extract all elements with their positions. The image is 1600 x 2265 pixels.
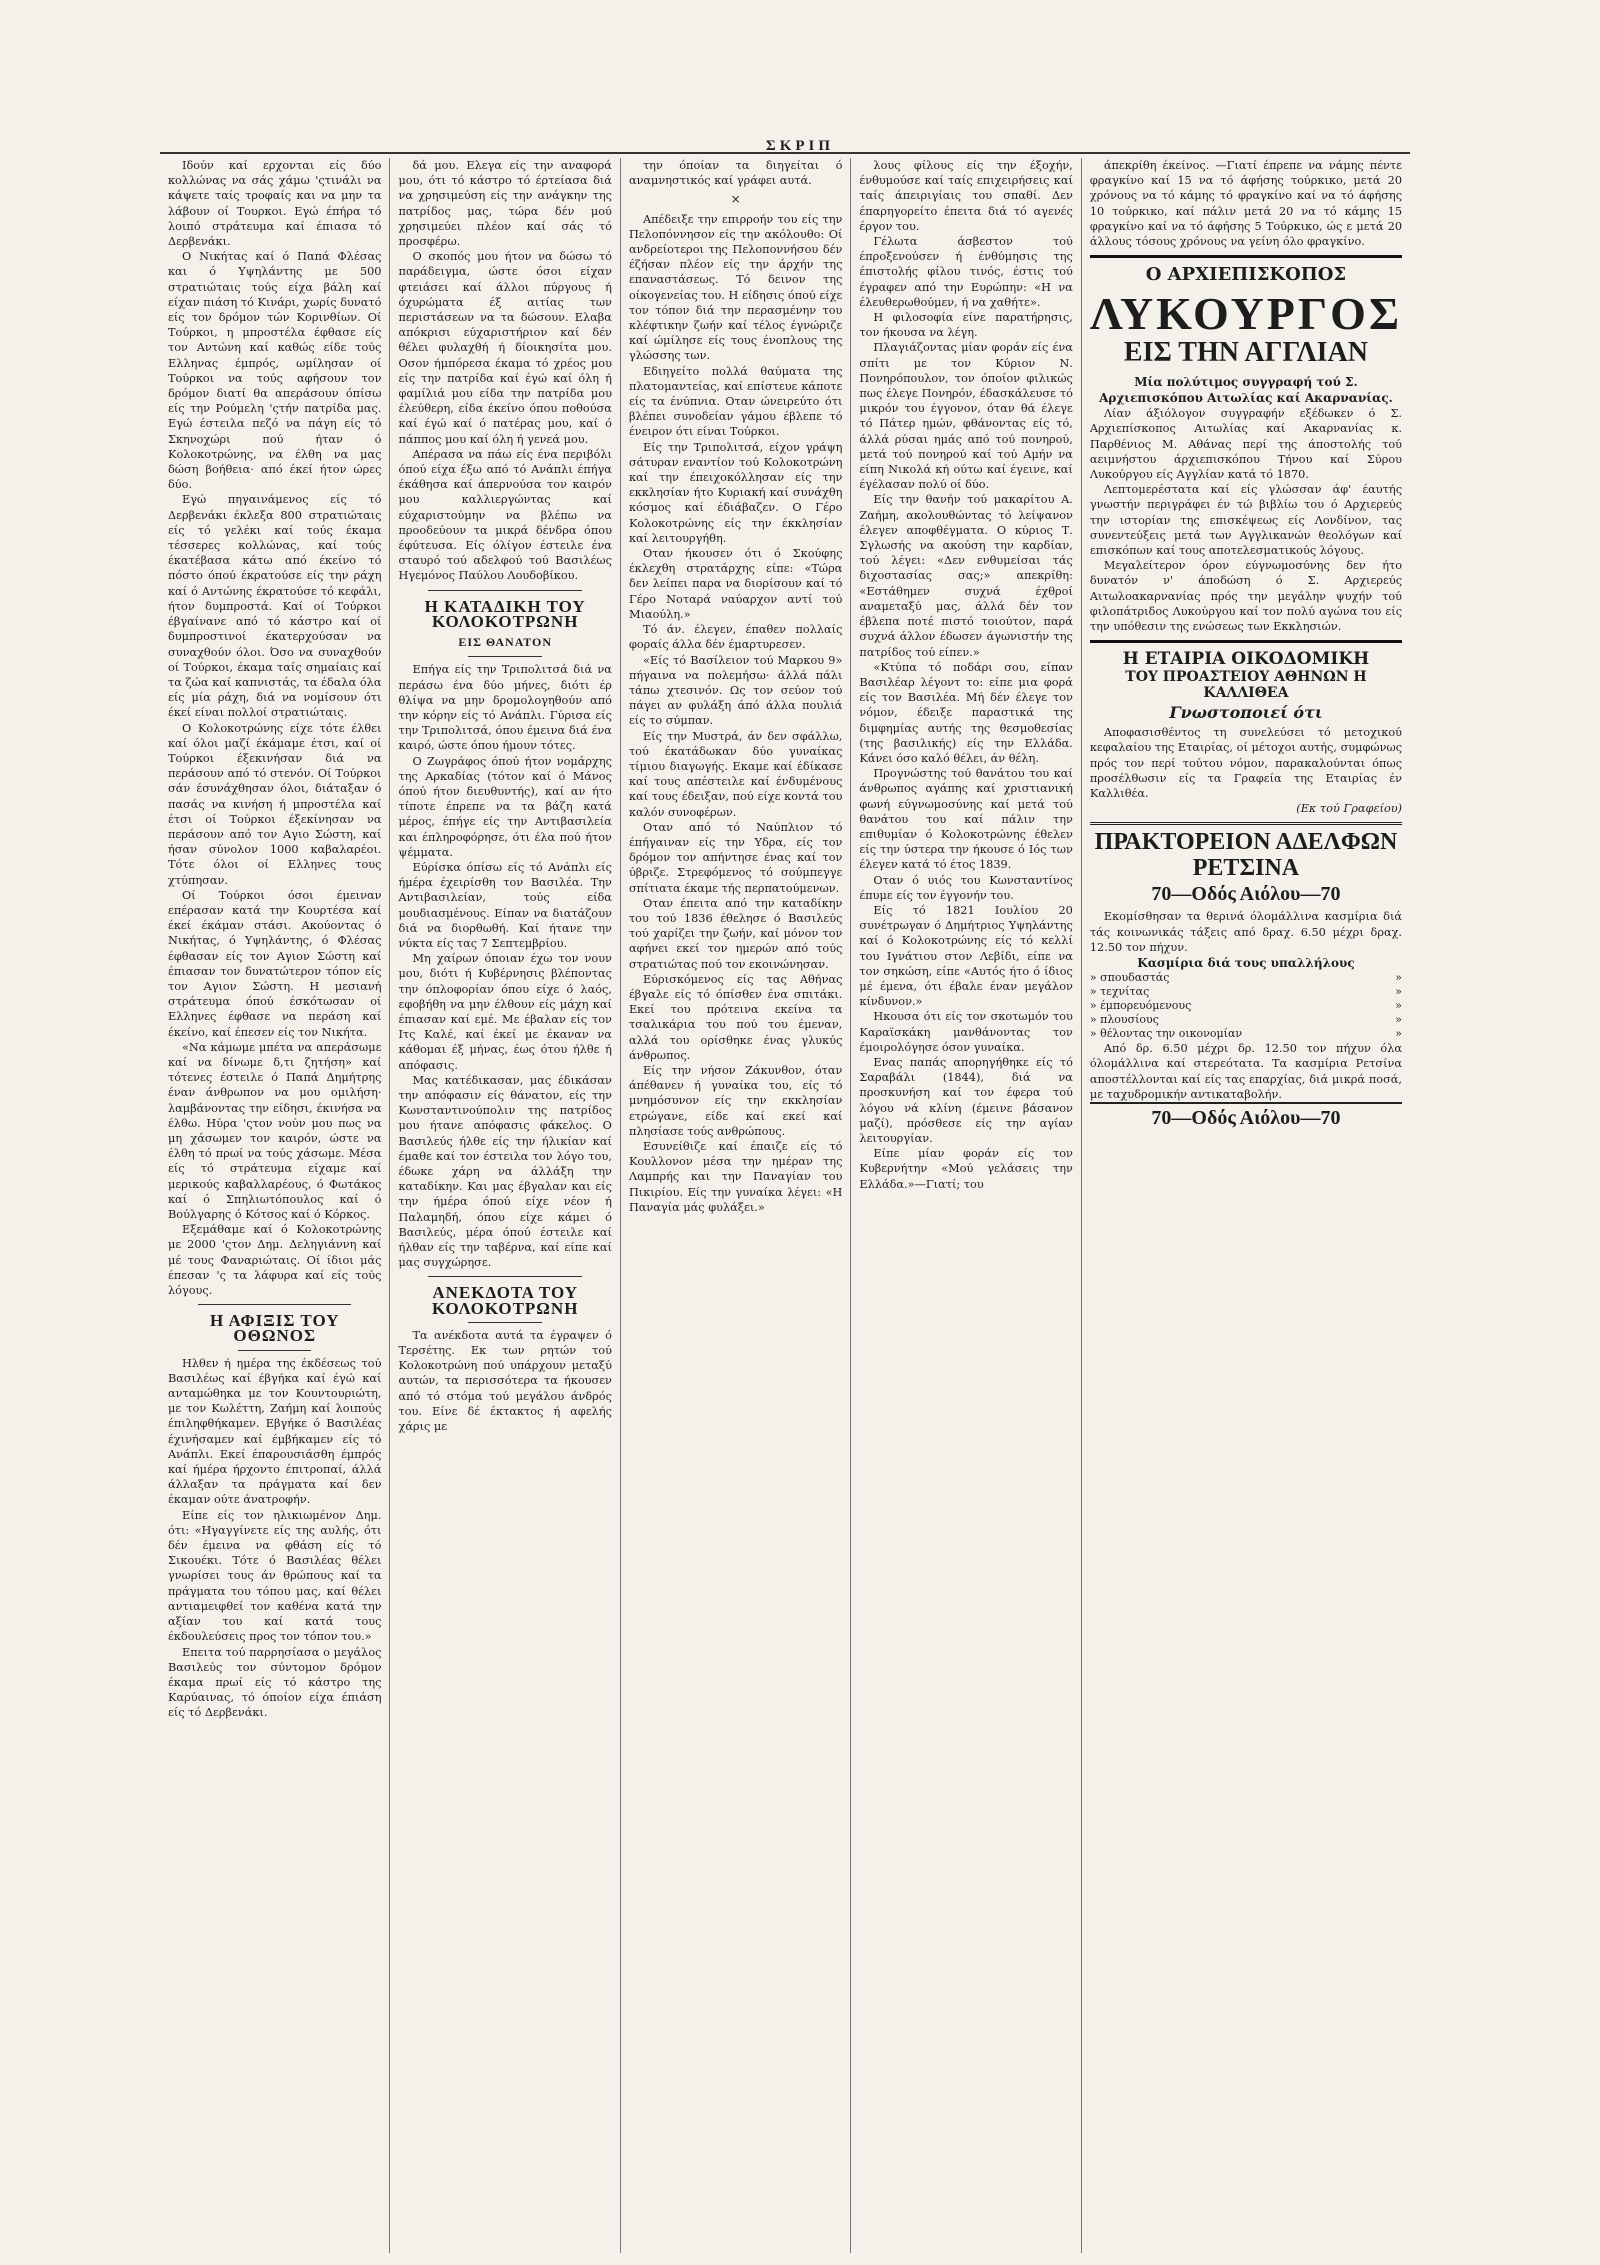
list-item <box>1090 1013 1402 1027</box>
list-item-value: » <box>1395 1013 1403 1027</box>
paragraph: Μη χαίρων όποιαν έχω τον νουν μου, διότι ή Κυβέρνησις βλέποντας την όπλοφορίαν όπου είχε ό λαός, εφοβήθη να μην έλθουν είς μάχη καί έπιασαν καί εμέ. Με έβαλαν είς τον Ιτς Καλέ, καί έκεί με έκαναν να κάθομαι έξ μήνας, έως ότου ήλθε ή απόφασις. <box>398 952 612 1072</box>
article-headline: Η ΑΦΙΞΙΣ ΤΟΥ ΟΘΩΝΟΣ <box>209 1311 340 1346</box>
paragraph: Είς την νήσον Ζάκυνθον, όταν άπέθανεν ή γυναίκα του, είς τό μνημόσυνον είς την εκκλησίαν ετρώγανε, είδε καί εκεί καί πλησίασε τούς ανθρώπους. <box>628 1063 843 1138</box>
paragraph: «Κτύπα τό ποδάρι σου, είπαν Βασιλέαρ λέγοντ το: είπε μια φορά είς τον Βασιλέα. Μή δέν έλεγε τον νόμον, έδειξε παραστικά της διμφημίας αυτής της θεσμοθεσίας (της βασιλικής) είς την Ελλάδα. Κάνει όσο καλό θέλει, άν θέλη. <box>859 660 1073 765</box>
paragraph: Λίαν άξιόλογον συγγραφήν εξέδωκεν ό Σ. Αρχιεπίσκοπος Αιτωλίας καί Ακαρνανίας κ. Παρθένιος Μ. Αθάνας περί της άποστολής τού αειμνήστου άρχιεπισκόπου Τήνου καί Σύρου Λυκούργου είς Αγγλίαν κατά τό 1870. <box>1089 407 1403 482</box>
list-item <box>1090 971 1402 985</box>
paragraph: Ο Ζωγράφος όπού ήτον νομάρχης της Αρκαδίας (τότον καί ό Μάνος όπού ήτον διευθυντής), καί αν ήτο τίποτε έπρεπε να τα βάζη κατά μέρος, έπήγε είς την Αντιβασιλεία και έπληροφόρησε, ότι έλα πού ήτον ψέμματα. <box>398 754 612 859</box>
paragraph: Λεπτομερέστατα καί είς γλώσσαν άφ' έαυτής γνωστήν περιγράφει έν τώ βιβλίω του ό Αρχιερεύς την ιστορίαν της επισκέψεως είς Λονδίνον, τας συνεντεύξεις μετά των Αγγλικανών θεολόγων καί επισκόπων καί τους αποτελεσματικούς λόγους. <box>1089 483 1403 558</box>
section-divider <box>428 1276 581 1277</box>
paragraph: Απέρασα να πάω είς ένα περιβόλι όπού είχα έξω από τό Ανάπλι έπήγα έκάθησα καί άπερνούσα τον καιρόν μου καλλιεργώντας καί εύχαριστούμην να βλέπω να προοδεύουν τα μικρά δένδρα όπου έφύτευσα. Είς όλίγον έστειλε ένα σταυρό τού αδελφού τού Βασιλέως Ηγεμόνος Παύλου Λουδοβίκου. <box>398 447 612 583</box>
paragraph: Τό άν. έλεγεν, έπαθεν πολλαίς φοραίς άλλα δέν έμαρτυρεσεν. <box>628 623 843 652</box>
paragraph: Επειτα τού παρρησίασα ο μεγάλος Βασιλεύς τον σύντομον δρόμον έκαμα πρωί είς τό κάστρο της Καρύαινας, τό όποίον είχα έπιάση είς τό Δερβενάκι. <box>168 1645 382 1720</box>
paragraph: Εύρισκόμενος είς τας Αθήνας έβγαλε είς τό όπίσθεν ένα σπιτάκι. Εκεί του πρότεινα εκείνα τα τσαλικάρια του πού του έμεναν, αλλά του ορίσθηκε ένας γλυκύς άνθρωπος. <box>628 972 843 1062</box>
paragraph: Πλαγιάζοντας μίαν φοράν είς ένα σπίτι με τον Κύριον Ν. Πονηρόπουλον, τον όποίον φιλικώς πως έλεγε Πονηρόν, έδασκάλευσε τό μικρόν του έγγονον, όταν θά έλεγε τό Πάτερ ημών, φθάνοντας είς τό, άλλά ρύσαι ημάς από τού πονηρού, μετά τού πονηρού καί τού Αμήν να είπη Νικολά κή ούτω καί έγεινε, καί έγέλασαν πολύ οί δύο. <box>859 341 1073 492</box>
section-divider <box>428 590 581 591</box>
paragraph: «Είς τό Βασίλειον τού Μαρκου 9» πήγαινα να πολεμήσω· άλλά πάλι τάπω χτεσινόν. Ως τον σεύον τού πάγει αν φυλάξη άπό άλλα πουλιά είς το σύμπαν. <box>628 653 843 728</box>
list-item-label: » πλουσίους <box>1089 1013 1159 1027</box>
paragraph: Εδιηγείτο πολλά θαύματα της πλατομαντείας, καί επίστευε κάποτε είς τα ένύπνια. Οταν ώνειρεύτο ότι βλέπει συνοδείαν γάμου έβλεπε τό ένειρον ότι είναι Τούρκοι. <box>628 364 843 439</box>
notice-lead: Γνωστοποιεί ότι <box>1169 703 1323 723</box>
list-item-value: » <box>1395 1027 1403 1041</box>
column-4 <box>851 158 1081 2253</box>
article-headline: Η ΚΑΤΑΔΙΚΗ ΤΟΥ ΚΟΛΟΚΟΤΡΩΝΗ <box>424 596 586 631</box>
masthead-title: ΣΚΡΙΠ <box>765 138 835 154</box>
paragraph: Προγνώστης τού θανάτου του καί άνθρωπος αγάπης καί χριστιανική φωνή εύγνωμοσύνης καί μετά τού θανάτου του καί πάλιν την επιθυμίαν ό Κολοκοτρώνης έθελεν είς την ύστερα την ήκουσε ό Ιός των έλεγεν κατά τό έτος 1839. <box>859 767 1073 872</box>
paragraph: Ενας παπάς απορηγήθηκε είς τό Σαραβάλι (1844), διά να προσκυνήση καί τον έφερα τού λόγου νά κλίνη (έμεινε βάσανον μαζί), πρόσθεσε είς την αγίαν λειτουργίαν. <box>859 1055 1073 1145</box>
column-2 <box>390 158 620 2253</box>
paragraph: Οταν ό υιός του Κωνσταντίνος έπυμε είς τον έγγονήν του. <box>859 873 1073 902</box>
paragraph: Ηλθεν ή ημέρα της έκδέσεως τού Βασιλέως καί έβγήκα καί έγώ καί ανταμώθηκα με τον Κουντουριώτη, με τον Κωλέττη, Ζαήμη καί λοιπούς έπιληφθήκαμεν. Εβγήκε ό Βασιλέας έχινήσαμεν καί έμβήκαμεν είς τό Ανάπλι. Εκεί έπαρουσιάσθη έμπρός καί ήμέρα ήρχοντο έπιτροπαί, άλλά άλλαξαν τα πράγματα καί δεν έκαμαν ούτε άνατροφήν. <box>168 1356 382 1507</box>
paragraph: Εκομίσθησαν τα θερινά όλομάλλινα κασμίρια διά τάς κοινωνικάς τάξεις από δραχ. 6.50 μέχρι δραχ. 12.50 τον πήχυν. <box>1089 910 1403 954</box>
column-5 <box>1082 158 1410 2253</box>
paragraph: Οταν ήκουσεν ότι ό Σκούφης έκλεχθη στρατάρχης είπε: «Τώρα δεν λείπει παρα να διορίσουν καί τό Γέρο Νοταρά ναύαρχον αντί τού Μιαούλη.» <box>628 547 843 621</box>
advert-footer-address: 70—Οδός Αιόλου—70 <box>1090 1102 1402 1129</box>
column-1 <box>160 158 390 2253</box>
notice-signature: (Εκ τού Γραφείου) <box>1296 802 1403 816</box>
section-divider <box>1090 255 1402 258</box>
paragraph: Μεγαλείτερον όρον εύγνωμοσύνης δεν ήτο δυνατόν ν' άποδώση ό Σ. Αρχιερεύς Αιτωλοακαρνανίας πρός την μεγάλην ψυχήν τού φιλοπάτριδος Λυκούργου καί τον πολύ αγώνα του είς την υπόθεσιν της ενώσεως των Εκκλησιών. <box>1089 559 1403 634</box>
paragraph: Μας κατέδικασαν, μας έδικάσαν την απόφασιν είς θάνατον, είς την Κωνσταντινούπολιν της πατρίδος μου ήτανε απόφασις φάκελος. Ο Βασιλεύς ήλθε είς την ήλικίαν καί έμαθε καί τον έστειλα τον λόγο του, έδωκε χάρη να άλλάξη την καταδίκην. Και μας έβγαλαν και είς την ήμέρα όπού είχε νέον ή Παλαμηδή, όπου είχε κάμει ό Βασιλεύς, μέρα όπού έστειλε καί ήλθαν είς την ταβέρνα, καί είπε καί μας συγχώρησε. <box>398 1073 612 1270</box>
paragraph: Εσυνείθιζε καί έπαιζε είς τό Κουλλονον μέσα την ημέραν της Λαμπρής και την Παναγίαν του Πικιρίου. Είς την γυναίκα λέγει: «Η Παναγία μάς φυλάξει.» <box>628 1140 843 1214</box>
paragraph: Απέδειξε την επιρροήν του είς την Πελοπόννησον είς την ακόλουθο: Οί ανδρείοτεροι της Πελοποννήσου δέν έζήσαν πλέον είς την άρχήν της επαναστάσεως. Τό δεινον της οίκογενείας του. Η είδησις όπού είχε τον τόπον διά την περασμένην του κλέφτικην ζωήν καί τέλος έγνώριζε καί ώμίλησε είς τους ένοπλους της γλώσσης των. <box>628 212 843 363</box>
paragraph: Αποφασισθέντος τη συνελεύσει τό μετοχικού κεφαλαίου της Εταιρίας, οί μέτοχοι αυτής, συμφώνως πρός τον περί τούτου νόμον, παρακαλούνται όπως προσέλθωσιν είς τα Γραφεία της Εταιρίας έν Καλλιθέα. <box>1089 726 1403 801</box>
paragraph: δά μου. Ελεγα είς την αναφορά μου, ότι τό κάστρο τό έρτείασα διά να χρησιμεύση είς την ανάγκην της πατρίδος μας, τώρα δέν μού χρησιμεύει πλέον καί σάς τό προσφέρω. <box>398 159 612 249</box>
advert-address: 70—Οδός Αιόλου—70 <box>1151 883 1341 906</box>
paragraph: την όποίαν τα διηγείται ό αναμνηστικός καί γράφει αυτά. <box>628 159 843 188</box>
list-item-value: » <box>1395 971 1403 985</box>
paragraph: Εύρίσκα όπίσω είς τό Ανάπλι είς ήμέρα έχειρίσθη τον Βασιλέα. Την Αντιβασιλείαν, τούς είδα μουδιασμένους. Είπαν να διατάζουν διά να διορθωθή. Καί ήτανε την νύκτα είς τας 7 Σεπτεμβρίου. <box>398 860 612 950</box>
section-divider <box>198 1304 351 1305</box>
feature-caption: Μία πολύτιμος συγγραφή τού Σ. Αρχιεπισκόπου Αιτωλίας καί Ακαρνανίας. <box>1099 375 1393 406</box>
article-subheadline: ΕΙΣ ΘΑΝΑΤΟΝ <box>458 635 552 650</box>
list-item-label: » έμπορευόμενους <box>1089 999 1192 1013</box>
list-item-value: » <box>1395 999 1403 1013</box>
column-3 <box>621 158 851 2253</box>
paragraph: Ηκουσα ότι είς τον σκοτωμόν του Καραϊσκάκη μανθάνοντας τον έμοιρολόγησε όσον γυναίκα. <box>859 1010 1073 1054</box>
paragraph: Οί Τούρκοι όσοι έμειναν επέρασαν κατά την Κουρτέσα καί έκεί έκάμαν στάσι. Ακούοντας ό Νικήτας, ό Υψηλάντης, ό Φλέσας έφθασαν είς τον Αγιον Σώστη καί έπιασαν τον δυνατώτερον τόπον είς τον Αγιον Σώστη. Η μεσιανή στράτευμα όπού έσκότωσαν οί Ελληνες έφθασε να περάση καί έκείνο, καί έπεσεν είς τον Νικήτα. <box>168 888 382 1039</box>
advert-title: ΠΡΑΚΤΟΡΕΙΟΝ ΑΔΕΛΦΩΝ ΡΕΤΣΙΝΑ <box>1090 822 1402 881</box>
paragraph: Εξεμάθαμε καί ό Κολοκοτρώνης με 2000 'ςτον Δημ. Δεληγιάννη καί μέ τους Φαναριώταις. Οί ίδιοι μάς έπεσαν 'ς τα λάφυρα καί είς τούς λόγους. <box>168 1223 382 1298</box>
paragraph: Οταν έπειτα από την καταδίκην του τού 1836 έθελησε ό Βασιλεύς τού χαρίζει την ζωήν, καί μόνον τον αφήνει εκεί τον ημερών από τούς στρατιώτας πού τον εκοινώνησαν. <box>628 896 843 971</box>
feature-kicker: Ο ΑΡΧΙΕΠΙΣΚΟΠΟΣ <box>1145 264 1347 286</box>
paragraph: Η φιλοσοφία είνε παρατήρησις, τον ήκουσα να λέγη. <box>859 311 1073 340</box>
paragraph: Είπε μίαν φοράν είς τον Κυβερνήτην «Μού γελάσεις την Ελλάδα.»—Γιατί; του <box>859 1147 1073 1191</box>
paragraph: Γέλωτα άσβεστον τού έπροξενούσεν ή ένθύμησις της έπιστολής φίλου τινός, έστις τού έγραφεν από την Ευρώπην: «Η να έλευθερωθούμεν, ή να χαθήτε». <box>859 235 1073 309</box>
advert-list-title: Κασμίρια διά τους υπαλλήλους <box>1137 956 1355 971</box>
list-item-label: » θέλοντας την οικονομίαν <box>1089 1027 1243 1041</box>
notice-subtitle: ΤΟΥ ΠΡΟΑΣΤΕΙΟΥ ΑΘΗΝΩΝ Η ΚΑΛΛΙΘΕΑ <box>1125 669 1367 702</box>
paragraph: Είπε είς τον ηλικιωμένον Δημ. ότι: «Ηγαγγίνετε είς της αυλής, ότι δέν έμεινα να φθάση είς τό Σικουέκι. Τότε ό Βασιλέας θέλει γνωρίσει τους άν θρώπους καί τα πράγματα του τόπου μας, καί θέλει αντιαμειφθεί τον καθένα κατά την αξίαν του καί κατά τους έκδουλεύσεις προς τον τόπον του.» <box>168 1508 382 1644</box>
article-headline: ΑΝΕΚΔΟΤΑ ΤΟΥ ΚΟΛΟΚΟΤΡΩΝΗ <box>431 1283 579 1318</box>
list-item <box>1090 985 1402 999</box>
paragraph: λους φίλους είς την έξοχήν, ένθυμούσε καί ταίς επιχειρήσεις καί ταίς άπειριγίαις του σπαθί. Δεν έπαρηγορείτο έπειτα διά τό αγενές έργον του. <box>859 159 1073 233</box>
section-divider <box>468 1322 541 1323</box>
paragraph: Ιδούν καί ερχονται είς δύο κολλώνας να σάς χάμω 'ςτινάλι να κάψετε ταίς τροφαίς και να μην τα λάβουν οί Τουρκοι. Εγώ έπήρα τό λοιπό στράτευμα καί έπιασα τό Δερβενάκι. <box>168 159 382 249</box>
section-divider <box>1090 640 1402 643</box>
list-item-value: » <box>1395 985 1403 999</box>
paragraph: Είς την Τριπολιτσά, είχον γράψη σάτυραν εναντίον τού Κολοκοτρώνη καί την έπειχοκόλλησαν είς την εκκλησίαν ήτο Κυριακή καί συνάχθη κόσμος καί έδιάβαζεν. Ο Γέρο Κολοκοτρώνης είς την έκκλησίαν καί λειτουργήθη. <box>628 440 843 545</box>
paragraph: Από δρ. 6.50 μέχρι δρ. 12.50 τον πήχυν όλα όλομάλλινα καί στερεότατα. Τα κασμίρια Ρετσίνα αποστέλλονται καί είς τας επαρχίας, διά μικρά ποσά, με ταχυδρομικήν αντικαταβολήν. <box>1089 1042 1403 1101</box>
feature-subtitle: ΕΙΣ ΤΗΝ ΑΓΓΛΙΑΝ <box>1123 337 1368 369</box>
paragraph: Είς την Μυστρά, άν δεν σφάλλω, τού έκατάδωκαν δύο γυναίκας τίμιου διαγωγής. Εκαμε καί έδίκασε καί τους απέστειλε καί ένδυμένους καί τους έδειξαν, πού είχε κοντά του καλόν συνοφέρων. <box>628 729 843 819</box>
masthead <box>0 0 1600 154</box>
paragraph: Ο Κολοκοτρώνης είχε τότε έλθει καί όλοι μαζί έκάμαμε έτσι, καί οί Τούρκοι έξεκινήσαν διά να περάσουν από τό στενόν. Οί Τούρκοι σάν έσυνάχθησαν όλοι, διάταξαν ό πασάς να κινήση ή μπροστέλα καί έτσι οί Τούρκοι έξεκίνησαν να περάσουν από τον Αγιο Σώστη, καί ήσαν σύνολον 1000 καβαλαρέοι. Τότε όλοι οί Ελληνες τους χτύπησαν. <box>168 721 382 887</box>
notice-title: Η ΕΤΑΙΡΙΑ ΟΙΚΟΔΟΜΙΚΗ <box>1122 649 1370 670</box>
section-divider <box>238 1350 311 1351</box>
paragraph: Επήγα είς την Τριπολιτσά διά να περάσω ένα δύο μήνες, διότι έρ θλίψα να μην δρομολογηθούν από την κόρην είς τό Ανάπλι. Γύρισα είς την Τριπολιτσά, όπου έμεινα διά ένα καιρό, ώστε όπου ήμουν τότες. <box>398 663 612 753</box>
newspaper-page <box>160 158 1410 2253</box>
list-item-label: » τεχνίτας <box>1089 985 1150 999</box>
list-item <box>1090 1027 1402 1041</box>
paragraph: Εγώ πηγαινάμενος είς τό Δερβενάκι έκλεξα 800 στρατιώταις είς τό γελέκι καί τούς έκαμα τέσσερες κολλώνας, καί τούς έκατέβασα κάτω από έκείνο τό πόστο όπού έκρατούσε είς την ράχη καί ό Αντώνης έκρατούσε τό κεφάλι, ήτον δυμπροστά. Καί οί Τούρκοι έβγαίνανε από τό κάστρο καί οί δυμπροστινοί έκατερχούσαν να συναχθούν όλοι. Όσο να συναχθούν οί Τούρκοι, έκαμα ταίς σημαίαις καί τα ζώα καί καπνιστάς, τα έδαλα όλα είς μία ράχη, διά να νομίσουν ότι έκεί είναι πολλοί στρατιώταις. <box>168 493 382 720</box>
ornament-divider: × <box>730 192 741 207</box>
paragraph: Ο σκοπός μου ήτον να δώσω τό παράδειγμα, ώστε όσοι είχαν φτειάσει καί άλλοι πύργους ή όχυρώματα έξ αιτίας των περιστάσεων να τα δώσουν. Ελαβα απόκρισι εύχαριστήριον καί δέν θέλει φυλαχθή ή δίοικησίτα μου. Οσον ήμπόρεσα έκαμα τό χρέος μου είς την πατρίδα καί έγώ καί όλη ή φαμίλιά μου είδα την πατρίδα μου έλεύθερη, είδα έκείνο όπου ποθούσα καί έγώ καί ό πατέρας μου, καί ό πάππος μου καί όλη ή γενεά μου. <box>398 250 612 446</box>
section-divider <box>468 656 541 657</box>
list-item-label: » σπουδαστάς <box>1089 971 1170 985</box>
masthead-rule <box>160 152 1410 154</box>
feature-title: ΛΥΚΟΥΡΓΟΣ <box>1089 288 1403 340</box>
paragraph: Τα ανέκδοτα αυτά τα έγραψεν ό Τερσέτης. Εκ των ρητών τού Κολοκοτρώνη πού υπάρχουν μεταξύ αυτών, τα περισσότερα τα ήκουσεν από τό στόμα τού μεγάλου άνδρός του. Είνε δέ έκτακτος ή αφελής χάρις με <box>398 1328 612 1434</box>
list-item <box>1090 999 1402 1013</box>
paragraph: Οταν από τό Ναύπλιον τό έπήγαιναν είς την Υδρα, είς τον δρόμον τον απήντησε ένας καί τον ύβριζε. Στρεφόμενος τό σούμπεγγε σπίτιατα έκαμε τής περπατούμενων. <box>628 820 843 895</box>
paragraph: Είς τό 1821 Ιουλίου 20 συνέτρωγαν ό Δημήτριος Υψηλάντης καί ό Κολοκοτρώνης είς τό κελλί του Ιγνάτιου στον Λεβίδι, είπε να τον σηκώση, είπε «Αυτός ήτο ό ίδιος μέ έμενα, ότι έβαλε έναν μεγάλον κίνδυνον.» <box>859 903 1073 1009</box>
paragraph: Είς την θανήν τού μακαρίτου Α. Ζαήμη, ακολουθώντας τό λείψανον έλεγεν αποφθέγματα. Ο κύριος Τ. Σγλωσής να ακούση την καρδίαν, τού λέγει: «Δεν ενθυμείσαι τάς διχοστασίας σας;» απεκρίθη: «Εστάθημεν συχνά έχθροί αναμεταξύ μας, άλλά δέν τον έβλεπα ποτέ πιστό τοιούτον, παρά συχνά άλλον έδωσεν άγωνιστήν της πατρίδος τού είπεν.» <box>859 493 1073 659</box>
paragraph: άπεκρίθη έκείνος. —Γιατί έπρεπε να νάμης πέντε φραγκίνο καί 15 να τό άφήσης τούρκικο, μετά 20 χρόνους να τό κάμης τό φραγκίνο καί να τό άφήσης 10 τούρκικο, καί πάλιν μετά 20 να τό κάμης 15 φραγκίνο καί να τό άφήσης 5 Τούρκικο, ώς ε μετά 20 άλλους τόσους χρόνους να γείνη όλο φραγκίνο. <box>1089 159 1403 249</box>
paragraph: «Να κάμωμε μπέτα να απεράσωμε καί να δίνωμε δ,τι ζητήση» καί τότενες έστειλε ό Παπά Δημήτρης έναν άνθρωπον να μου ομιλήση· λαμβάνοντας την είδησι, έκινήσα να έλθω. Ηύρα 'ςτον νούν μου πως να μη χάσωμεν τον καιρόν, ώστε να έλθη τό πρωί να τούς χάσωμε. Μέσα είς τό στράτευμα είχαμε καί μερικούς καβαλλαρέους, ό Φωτάκος καί ό Σπηλιωτόπουλος καί ό Βούλγαρης ό Κότσος καί ό Κόρκος. <box>168 1040 382 1222</box>
paragraph: Ο Νικήτας καί ό Παπά Φλέσας και ό Υψηλάντης με 500 στρατιώταις τούς είχα βάλη καί είχαν πιάση τό Κινάρι, χωρίς δυνατό είς τον δρόμον τών Κορινθίων. Οί Τούρκοι, η μπροστέλα έφθασε είς τον Αντώνη καί καθώς είδε τούς Ελληνας έμπρός, ωμίλησαν οί Τούρκοι να τούς αφήσουν τον δρόμον διατί θα απεράσουν όπίσω είς την Ρούμελη 'ςτήν πατρίδα μας. Εγώ έστειλα πεζό να πάγη είς τό Σκηνοχώρι πού ήταν ό Κολοκοτρώνης, να έλθη να μας δώση βοήθεια· από έκεί ήτον ώρες δύο. <box>168 250 382 492</box>
